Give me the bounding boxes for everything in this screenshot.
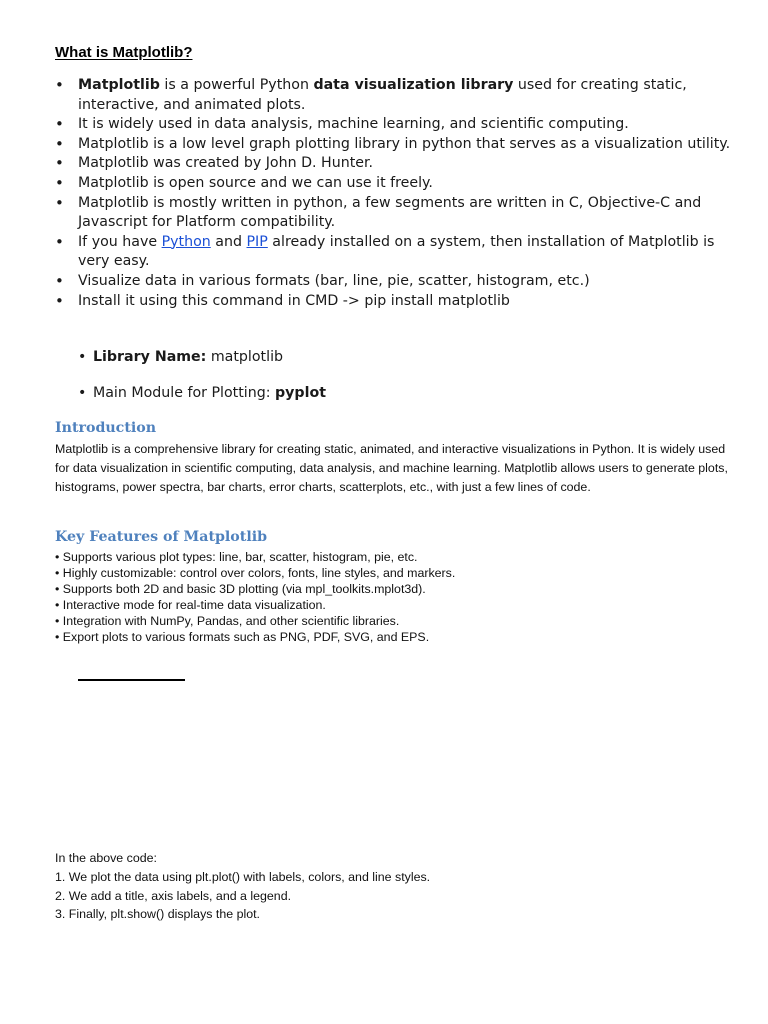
list-item: • Matplotlib is a low level graph plotting library in python that serves as a visualization utility. <box>55 135 735 155</box>
library-name-item: • Library Name: matplotlib <box>78 349 284 365</box>
list-item: 2. We add a title, axis labels, and a legend. <box>55 888 292 903</box>
list-item: • Visualize data in various formats (bar, line, pie, scatter, histogram, etc.) <box>55 272 735 292</box>
list-item: • It is widely used in data analysis, machine learning, and scientific computing. <box>55 115 735 135</box>
list-item: • Install it using this command in CMD -> pip install matplotlib <box>55 292 735 312</box>
list-item: • If you have Python and PIP already installed on a system, then installation of Matplotlib is very easy. <box>55 233 735 272</box>
list-item: • Supports both 2D and basic 3D plotting (via mpl_toolkits.mplot3d). <box>55 582 426 597</box>
pip-link[interactable]: PIP <box>246 233 268 250</box>
code-explanation-intro: In the above code: <box>55 851 157 865</box>
list-item: • Matplotlib was created by John D. Hunter. <box>55 154 735 174</box>
list-item: • Interactive mode for real-time data visualization. <box>55 598 326 613</box>
list-item: • Export plots to various formats such as PNG, PDF, SVG, and EPS. <box>55 630 430 645</box>
introduction-paragraph: Matplotlib is a comprehensive library for creating static, animated, and interactive visualizations in Python. It is widely used for data visualization in scientific computing, data analysis, and machine learning. Matplotlib allows users to generate plots, histograms, power spectra, bar charts, error charts, scatterplots, etc., with just a few lines of code. <box>55 442 728 494</box>
overview-bullet-list <box>55 76 735 311</box>
main-module-item: • Main Module for Plotting: pyplot <box>78 385 326 401</box>
horizontal-divider <box>78 679 185 681</box>
list-item: • Supports various plot types: line, bar, scatter, histogram, pie, etc. <box>55 550 418 564</box>
key-features-heading: Key Features of Matplotlib <box>55 529 268 545</box>
bullet-icon: • <box>78 385 87 401</box>
bullet-icon: • <box>78 349 87 365</box>
list-item: • Matplotlib is a powerful Python data visualization library used for creating static, interactive, and animated plots. <box>55 76 735 115</box>
introduction-heading: Introduction <box>55 420 157 436</box>
list-item: 3. Finally, plt.show() displays the plot. <box>55 907 260 922</box>
list-item: • Matplotlib is mostly written in python, a few segments are written in C, Objective-C and Javascript for Platform compatibility. <box>55 194 735 233</box>
code-explanation-list <box>55 849 430 924</box>
list-item: 1. We plot the data using plt.plot() with labels, colors, and line styles. <box>55 869 431 884</box>
key-features-list <box>55 549 455 646</box>
list-item: • Highly customizable: control over colors, fonts, line styles, and markers. <box>55 566 456 581</box>
python-link[interactable]: Python <box>161 233 211 250</box>
page-title: What is Matplotlib? <box>55 44 193 61</box>
list-item: • Integration with NumPy, Pandas, and other scientific libraries. <box>55 614 400 629</box>
list-item: • Matplotlib is open source and we can use it freely. <box>55 174 735 194</box>
